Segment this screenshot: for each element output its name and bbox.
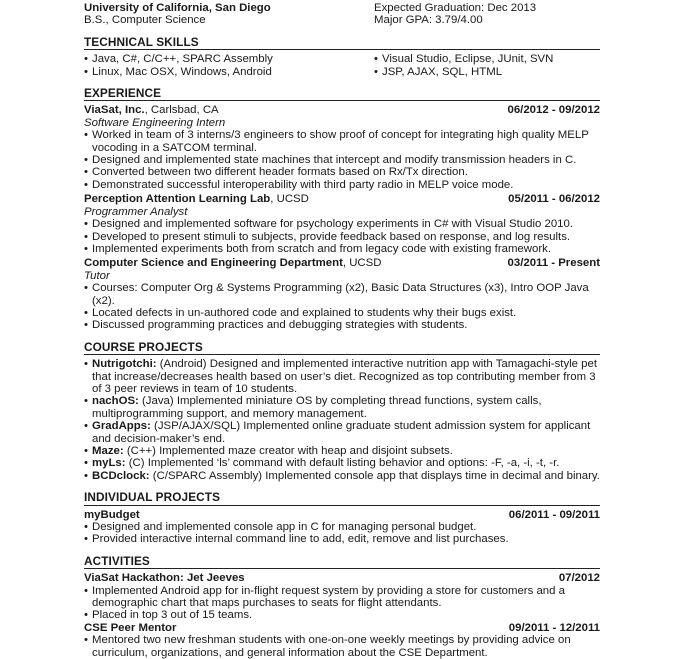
job-role: Tutor (84, 269, 110, 282)
activity-dates: 09/2011 - 12/2011 (508, 621, 600, 634)
job-location: , UCSD (270, 193, 309, 206)
job-entry (84, 257, 600, 331)
job-bullet: • Courses: Computer Org & Systems Programming (x2), Basic Data Structures (x3), Intro OOP Java (x2). (84, 282, 600, 307)
job-bullet: • Located defects in un-authored code and explained to students why their bugs exist. (84, 307, 600, 319)
job-location: , UCSD (342, 257, 382, 270)
project-bullet: • Designed and implemented console app in C for managing personal budget. (84, 521, 600, 533)
job-bullet: • Designed and implemented software for psychology experiments in C# with Visual Studio 2010. (84, 218, 600, 230)
activity-name: CSE Peer Mentor (84, 621, 177, 634)
job-entry (84, 193, 600, 255)
job-org: ViaSat, Inc. (84, 104, 145, 117)
course-projects-heading: COURSE PROJECTS (84, 341, 600, 355)
graduation-date: Expected Graduation: Dec 2013 (374, 2, 537, 14)
job-bullet: • Implemented experiments both from scratch and from legacy code with existing framework. (84, 243, 600, 255)
job-dates: 03/2011 - Present (507, 257, 600, 270)
skill-item: • Linux, Mac OSX, Windows, Android (84, 66, 374, 78)
skills-heading: TECHNICAL SKILLS (84, 36, 600, 50)
job-dates: 06/2012 - 09/2012 (507, 104, 600, 117)
project-item: • nachOS: (Java) Implemented miniature OS by completing thread functions, system calls, multiprogramming support, and memory management. (84, 395, 600, 420)
job-dates: 05/2011 - 06/2012 (508, 193, 600, 206)
activity-name: ViaSat Hackathon: Jet Jeeves (84, 572, 245, 585)
job-entry (84, 104, 600, 191)
skills-block (84, 53, 600, 78)
project-item: • myLs: (C) Implemented ‘ls’ command with default listing behavior and options: -F, -a, -i, -t, -r. (84, 457, 600, 469)
job-bullet: • Discussed programming practices and debugging strategies with students. (84, 319, 600, 331)
project-item: • GradApps: (JSP/AJAX/SQL) Implemented online graduate student admission system for applicant and decision-maker’s end. (84, 420, 600, 445)
skill-item: • Java, C#, C/C++, SPARC Assembly (84, 53, 374, 65)
activity-bullet: • Implemented Android app for in-flight request system by providing a store for customers and a demographic chart that maps purchases to seats for flight attendants. (84, 585, 600, 610)
project-item: • Maze: (C++) Implemented maze creator with heap and disjoint subsets. (84, 445, 600, 457)
course-projects-list (84, 358, 600, 482)
job-bullet: • Worked in team of 3 interns/3 engineers to show proof of concept for integrating high quality MELP vocoding in a SATCOM terminal. (84, 129, 600, 154)
job-bullet: • Designed and implemented state machines that intercept and modify transmission headers in C. (84, 154, 600, 166)
project-item: • BCDclock: (C/SPARC Assembly) Implemented console app that displays time in decimal and binary. (84, 470, 600, 482)
job-org: Computer Science and Engineering Department (84, 257, 343, 270)
skill-item: • Visual Studio, Eclipse, JUnit, SVN (374, 53, 600, 65)
activities-heading: ACTIVITIES (84, 555, 600, 569)
job-bullet: • Demonstrated successful interoperability with third party radio in MELP voice mode. (84, 179, 600, 191)
job-role: Software Engineering Intern (84, 116, 226, 129)
gpa: Major GPA: 3.79/4.00 (374, 14, 483, 27)
job-bullet: • Developed to present stimuli to subjects, provide feedback based on response, and log results. (84, 231, 600, 243)
job-location: , Carlsbad, CA (144, 104, 219, 117)
job-role: Programmer Analyst (84, 205, 188, 218)
activity-bullet: • Mentored two new freshman students with one-on-one weekly meetings by providing advice on curriculum, organizations, and general information about the CSE Department. (84, 634, 600, 659)
project-item: • Nutrigotchi: (Android) Designed and implemented interactive nutrition app with Tamagachi-style pet that increase/decreases health based on user’s diet. Recognized as top contributing member from 3 of 3 peer reviews in team of 10 students. (84, 358, 600, 395)
individual-projects-heading: INDIVIDUAL PROJECTS (84, 491, 600, 505)
project-name: myBudget (84, 508, 140, 521)
project-dates: 06/2011 - 09/2011 (508, 508, 600, 521)
job-org: Perception Attention Learning Lab (84, 193, 271, 206)
experience-heading: EXPERIENCE (84, 87, 600, 101)
project-bullet: • Provided interactive internal command line to add, edit, remove and list purchases. (84, 533, 600, 545)
resume-page (84, 0, 600, 659)
activity-bullet: • Placed in top 3 out of 15 teams. (84, 609, 600, 621)
degree: B.S., Computer Science (84, 14, 206, 27)
activity-dates: 07/2012 (558, 572, 600, 585)
school-name: University of California, San Diego (84, 2, 271, 14)
education-block (84, 2, 600, 27)
skill-item: • JSP, AJAX, SQL, HTML (374, 66, 600, 78)
job-bullet: • Converted between two different header formats based on Rx/Tx direction. (84, 166, 600, 178)
